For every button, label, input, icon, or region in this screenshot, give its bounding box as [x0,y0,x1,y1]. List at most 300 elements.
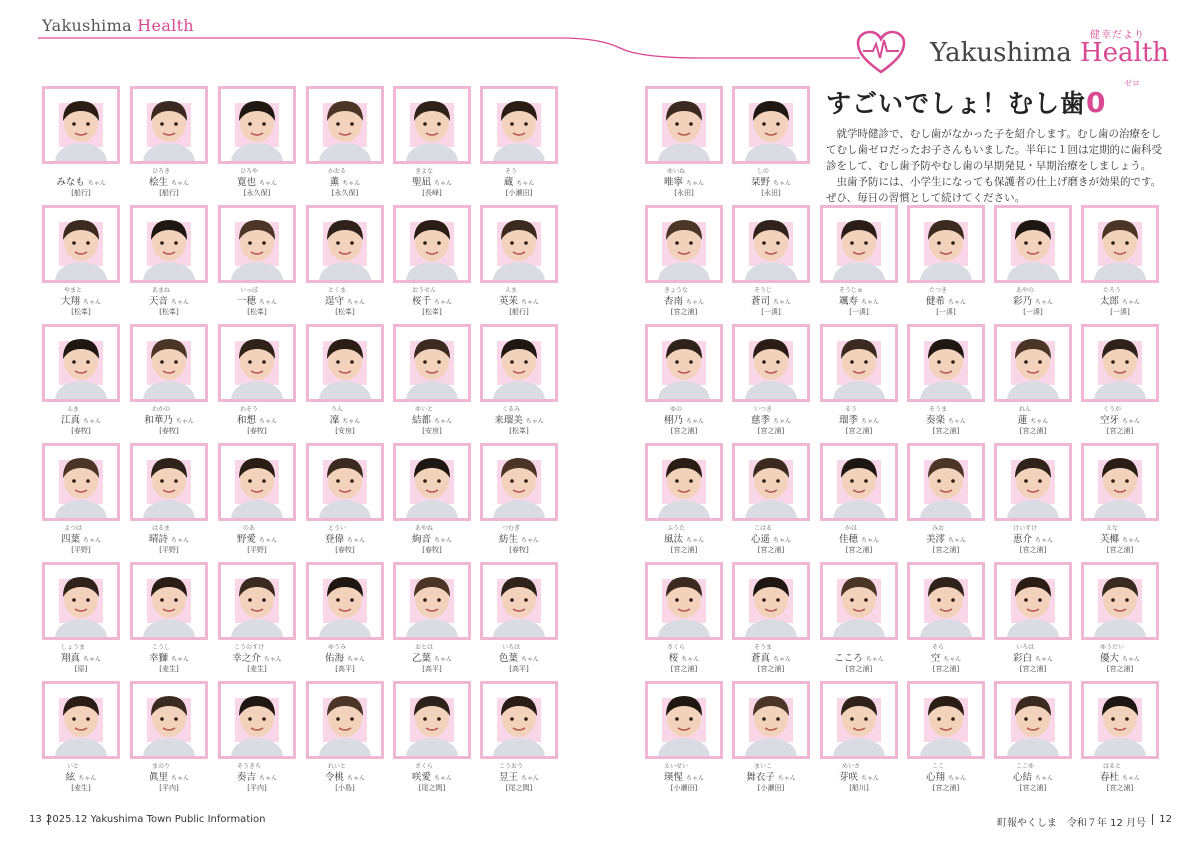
child-photo [130,681,208,759]
child-photo [306,205,384,283]
child-card [907,681,985,793]
child-portrait-icon [1084,327,1156,399]
child-card [42,86,120,198]
child-card [218,562,296,674]
child-portrait-icon [309,327,381,399]
child-name: 薫 [329,177,340,188]
child-name-line [732,650,810,662]
child-photo [907,205,985,283]
child-card [907,443,985,555]
child-name-line [218,650,296,662]
child-name-line [1081,769,1159,781]
name-ruby: こうし [151,644,170,651]
child-area: [宮之浦] [932,665,960,673]
child-name: 結都 [411,415,431,426]
child-area: [春牧] [335,546,355,554]
child-card [645,86,723,198]
page-number-right: 12 [1152,814,1172,825]
honorific-suffix: ちゃん [773,656,792,663]
child-portrait-icon [221,446,293,518]
child-name: 和華乃 [144,415,173,426]
honorific-suffix: ちゃん [434,537,453,544]
child-name: 健希 [925,296,945,307]
child-name: 乙葉 [411,653,431,664]
child-area: [小瀬田] [670,784,698,792]
child-name-line [480,174,558,186]
child-photo [1081,681,1159,759]
child-name: 奏楽 [925,415,945,426]
intro-paragraph-1: 就学時健診で、むし歯がなかった子を紹介します。むし歯の治療をしてむし歯ゼロだったお子さんもいました。半年に１回は定期的に歯科受診をして、むし歯予防やむし歯の早期発見・早期治療をしましょう。 [826,128,1162,172]
child-card [306,205,384,317]
honorific-suffix: ちゃん [865,656,884,663]
honorific-suffix: ちゃん [773,180,792,187]
child-portrait-icon [483,327,555,399]
child-name: 瑠季 [838,415,858,426]
child-area: [宮之浦] [845,546,873,554]
child-photo [393,562,471,640]
child-name-line [480,769,558,781]
child-area: [宮之浦] [757,665,785,673]
child-area: [宮之浦] [1019,546,1047,554]
child-card [732,443,810,555]
honorific-suffix: ちゃん [171,775,190,782]
child-card [480,86,558,198]
child-area: [宮之浦] [845,427,873,435]
child-name-line [820,650,898,662]
child-card [306,681,384,793]
child-name-line [732,531,810,543]
child-portrait-icon [396,89,468,161]
child-photo [732,86,810,164]
child-name: 紡生 [498,534,518,545]
child-name: 春杜 [1099,772,1119,783]
child-portrait-icon [735,327,807,399]
child-portrait-icon [648,446,720,518]
child-card [820,443,898,555]
honorific-suffix: ちゃん [773,418,792,425]
child-name: 芽咲 [838,772,858,783]
child-name: 聖凪 [411,177,431,188]
child-name-line [218,769,296,781]
child-portrait-icon [823,208,895,280]
child-name: 佑海 [324,653,344,664]
child-area: [宮之浦] [670,427,698,435]
child-photo [645,324,723,402]
child-portrait-icon [648,684,720,756]
child-portrait-icon [997,327,1069,399]
name-ruby: れん [1018,406,1031,413]
child-card [393,205,471,317]
child-portrait-icon [735,565,807,637]
child-photo [732,681,810,759]
child-name-line [645,174,723,186]
child-name-line [645,293,723,305]
child-area: [永田] [674,189,694,197]
child-photo [732,443,810,521]
child-area: [宮之浦] [670,546,698,554]
child-photo [480,562,558,640]
name-ruby: ゆうみ [327,644,346,651]
child-name: 天音 [148,296,168,307]
child-photo [994,562,1072,640]
child-portrait-icon [648,565,720,637]
child-name: 来瑠美 [494,415,523,426]
child-name: 和想 [236,415,256,426]
child-photo [820,562,898,640]
magazine-title [930,38,1169,68]
child-card [1081,562,1159,674]
child-area: [一湊] [849,308,869,316]
child-portrait-icon [823,684,895,756]
child-photo [645,205,723,283]
child-photo [645,443,723,521]
child-name: 大翔 [60,296,80,307]
child-name: 寛也 [236,177,256,188]
child-name: 絢音 [411,534,431,545]
name-ruby: はると [1102,763,1121,770]
child-name: 唯寧 [663,177,683,188]
zero-ruby: ゼロ [1124,79,1140,88]
child-card [1081,681,1159,793]
article-intro [826,126,1166,206]
child-name: 芙椰 [1099,534,1119,545]
child-name-line [42,412,120,424]
child-name-line [1081,293,1159,305]
child-name-line [42,531,120,543]
child-card [645,562,723,674]
honorific-suffix: ちゃん [1035,775,1054,782]
name-ruby: れいと [327,763,346,770]
honorific-suffix: ちゃん [948,299,967,306]
child-name-line [994,412,1072,424]
name-ruby: くるみ [501,406,520,413]
footer-publication-info: 2025.12 Yakushima Town Public Information [46,814,266,825]
child-photo [480,681,558,759]
honorific-suffix: ちゃん [861,299,880,306]
child-card [645,681,723,793]
child-photo [480,443,558,521]
child-name-line [130,531,208,543]
honorific-suffix: ちゃん [1122,418,1141,425]
child-photo [907,681,985,759]
child-card [994,443,1072,555]
child-area: [宮之浦] [932,546,960,554]
child-name-line [130,412,208,424]
child-card [218,443,296,555]
child-portrait-icon [735,89,807,161]
honorific-suffix: ちゃん [434,180,453,187]
child-name-line [306,293,384,305]
honorific-suffix: ちゃん [521,299,540,306]
name-ruby: かおる [327,168,346,175]
child-photo [732,562,810,640]
child-name-line [645,412,723,424]
child-area: [船行] [71,189,91,197]
name-ruby: たつき [928,287,947,294]
honorific-suffix: ちゃん [171,537,190,544]
child-card [1081,443,1159,555]
name-ruby: さくら [414,763,433,770]
honorific-suffix: ちゃん [1030,418,1049,425]
child-area: [宮之浦] [1019,665,1047,673]
child-name: 凜 [329,415,340,426]
child-portrait-icon [1084,446,1156,518]
child-name: 佳穂 [838,534,858,545]
child-portrait-icon [133,684,205,756]
name-ruby: ひろや [239,168,258,175]
name-ruby: ゆの [669,406,682,413]
child-name-line [907,769,985,781]
child-photo [130,562,208,640]
child-area: [小瀬田] [505,189,533,197]
child-name-line [480,293,558,305]
child-name: 彩乃 [1012,296,1032,307]
name-ruby: ここ [931,763,944,770]
child-card [480,681,558,793]
child-photo [480,205,558,283]
name-ruby: えま [504,287,517,294]
child-portrait-icon [648,89,720,161]
child-name-line [732,769,810,781]
child-name: 幸之介 [232,653,261,664]
child-photo [306,562,384,640]
honorific-suffix: ちゃん [521,656,540,663]
child-photo [393,205,471,283]
name-ruby: ゆいね [666,168,685,175]
child-name-line [1081,412,1159,424]
child-name-line [42,174,120,186]
child-name-line [306,174,384,186]
name-ruby: まいこ [753,763,772,770]
child-area: [麦生] [247,665,267,673]
child-area: [平内] [159,784,179,792]
child-name-line [130,769,208,781]
child-name: 風汰 [663,534,683,545]
child-area: [一湊] [1110,308,1130,316]
child-card [306,324,384,436]
name-ruby: そうま [753,644,772,651]
child-name-line [732,412,810,424]
child-name-line [994,650,1072,662]
child-name: みなも [56,177,85,188]
child-portrait-icon [823,565,895,637]
child-card [1081,205,1159,317]
child-portrait-icon [133,208,205,280]
child-name: 令桃 [324,772,344,783]
child-photo [218,443,296,521]
honorific-suffix: ちゃん [342,180,361,187]
child-card [306,86,384,198]
child-photo [732,324,810,402]
child-photo [645,681,723,759]
child-photo [820,324,898,402]
child-area: [春牧] [422,546,442,554]
child-name: 美澪 [925,534,945,545]
honorific-suffix: ちゃん [1122,775,1141,782]
child-area: [船行] [509,308,529,316]
child-name-line [393,412,471,424]
name-ruby: そうきち [236,763,261,770]
child-photo [820,205,898,283]
child-name: 江真 [60,415,80,426]
name-ruby: そうま [928,406,947,413]
child-photo [994,443,1072,521]
child-area: [原] [74,665,88,673]
honorific-suffix: ちゃん [1035,656,1054,663]
child-portrait-icon [1084,208,1156,280]
child-name: 心結 [1012,772,1032,783]
child-photo [480,86,558,164]
child-card [218,681,296,793]
child-card [820,205,898,317]
article-headline [826,84,1107,120]
child-area: [永久保] [243,189,271,197]
title-word-1: Yakushima [930,38,1072,68]
child-photo [994,205,1072,283]
child-photo [218,324,296,402]
child-name-line [480,650,558,662]
title-word-2: Health [1079,38,1170,68]
name-ruby: あやね [414,525,433,532]
headline-text: すごいでしょ！むし歯 [826,89,1087,118]
child-photo [218,681,296,759]
child-name: 空 [930,653,941,664]
child-portrait-icon [221,684,293,756]
child-area: [尾之間] [418,784,446,792]
child-area: [一湊] [1023,308,1043,316]
intro-paragraph-2: 虫歯予防には、小学生になっても保護者の仕上げ磨きが効果的です。ぜひ、毎日の習慣として続けてください。 [826,176,1162,204]
child-area: [春牧] [509,546,529,554]
child-portrait-icon [648,327,720,399]
name-ruby: いつき [753,406,772,413]
honorific-suffix: ちゃん [861,775,880,782]
honorific-suffix: ちゃん [521,537,540,544]
honorific-suffix: ちゃん [686,180,705,187]
child-card [42,443,120,555]
name-ruby: ふうた [666,525,685,532]
child-photo [907,324,985,402]
child-photo [130,205,208,283]
child-area: [春牧] [71,427,91,435]
child-photo [1081,562,1159,640]
child-portrait-icon [309,89,381,161]
child-name-line [218,174,296,186]
child-photo [393,443,471,521]
child-photo [130,324,208,402]
honorific-suffix: ちゃん [263,656,282,663]
child-portrait-icon [735,208,807,280]
child-portrait-icon [221,327,293,399]
child-name-line [907,412,985,424]
name-ruby: えま [66,406,79,413]
honorific-suffix: ちゃん [434,775,453,782]
name-ruby: こうのすけ [233,644,264,651]
child-photo [820,443,898,521]
child-portrait-icon [221,208,293,280]
child-photo [994,324,1072,402]
child-portrait-icon [45,684,117,756]
child-name-line [907,531,985,543]
child-name: 奏吉 [236,772,256,783]
honorific-suffix: ちゃん [83,299,102,306]
child-card [645,205,723,317]
name-ruby: そうじ [753,287,772,294]
honorific-suffix: ちゃん [686,537,705,544]
child-card [994,562,1072,674]
honorific-suffix: ちゃん [259,299,278,306]
honorific-suffix: ちゃん [171,180,190,187]
child-area: [一湊] [936,308,956,316]
child-area: [宮之浦] [1019,427,1047,435]
child-portrait-icon [133,327,205,399]
child-name: 恵介 [1012,534,1032,545]
child-area: [永田] [761,189,781,197]
name-ruby: こはる [753,525,772,532]
child-portrait-icon [133,565,205,637]
honorific-suffix: ちゃん [948,537,967,544]
honorific-suffix: ちゃん [342,418,361,425]
child-area: [宮之浦] [757,546,785,554]
name-ruby: いろは [501,644,520,651]
child-card [907,205,985,317]
name-ruby: るう [844,406,857,413]
child-photo [907,443,985,521]
child-area: [船川] [849,784,869,792]
child-photo [306,443,384,521]
honorific-suffix: ちゃん [1122,656,1141,663]
child-portrait-icon [910,684,982,756]
name-ruby: そうじゅ [838,287,863,294]
child-area: [宮之浦] [1106,665,1134,673]
child-portrait-icon [1084,565,1156,637]
name-ruby: みお [931,525,944,532]
child-area: [松峯] [71,308,91,316]
name-ruby [42,166,120,174]
honorific-suffix: ちゃん [948,775,967,782]
child-area: [松峯] [422,308,442,316]
child-portrait-icon [133,89,205,161]
honorific-suffix: ちゃん [773,299,792,306]
child-card [732,681,810,793]
child-name: 幸獅 [148,653,168,664]
child-area: [宮之浦] [670,665,698,673]
child-name: 眞里 [148,772,168,783]
child-card [645,443,723,555]
honorific-suffix: ちゃん [948,418,967,425]
child-photo [42,324,120,402]
child-name-line [306,412,384,424]
heart-pulse-icon [856,30,906,76]
child-portrait-icon [910,565,982,637]
footer-left [0,811,600,831]
header-small-title [42,16,194,35]
child-area: [安房] [335,427,355,435]
child-name-line [994,531,1072,543]
child-portrait-icon [45,446,117,518]
name-ruby: まのり [151,763,170,770]
child-name: 慈季 [750,415,770,426]
name-ruby: くうが [1102,406,1121,413]
child-card [42,324,120,436]
honorific-suffix: ちゃん [259,775,278,782]
name-ruby: かほ [844,525,857,532]
honorific-suffix: ちゃん [83,537,102,544]
child-area: [松峯] [247,308,267,316]
name-ruby: しょうま [60,644,85,651]
child-area: [平野] [71,546,91,554]
child-portrait-icon [910,446,982,518]
honorific-suffix: ちゃん [681,656,700,663]
